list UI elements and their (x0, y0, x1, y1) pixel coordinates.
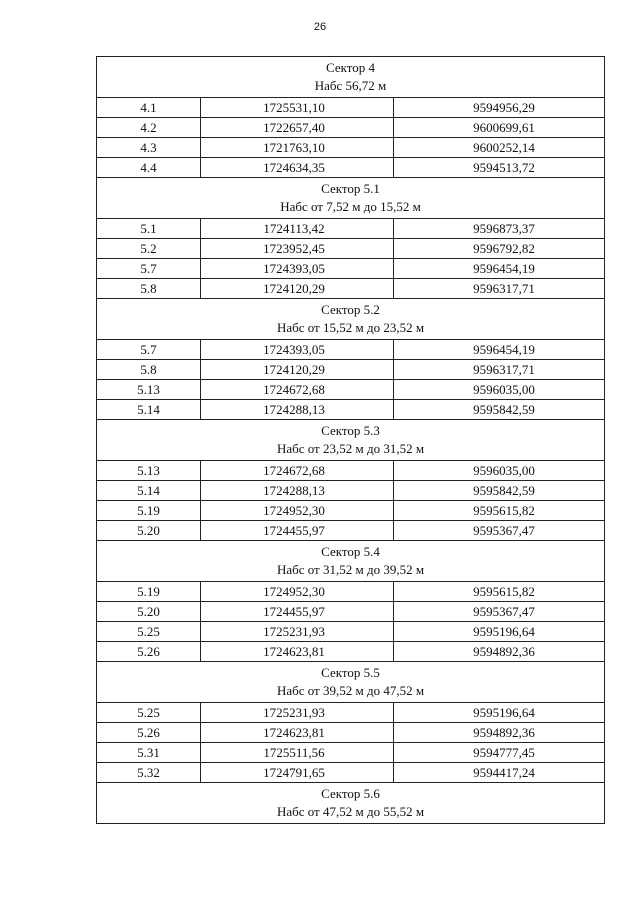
y-coordinate-cell: 9595196,64 (394, 703, 605, 723)
x-coordinate-cell: 1725231,93 (201, 703, 394, 723)
y-coordinate-cell: 9595196,64 (394, 622, 605, 642)
point-number-cell: 5.8 (97, 360, 201, 380)
y-coordinate-cell: 9596454,19 (394, 340, 605, 360)
table-row (97, 380, 605, 400)
y-coordinate-cell: 9596035,00 (394, 461, 605, 481)
point-number-cell: 5.14 (97, 400, 201, 420)
sector-height: Набс от 15,52 м до 23,52 м (276, 320, 425, 335)
sector-header (97, 662, 605, 703)
table-row (97, 461, 605, 481)
y-coordinate-cell: 9594956,29 (394, 98, 605, 118)
x-coordinate-cell: 1724952,30 (201, 501, 394, 521)
coordinates-table-container (96, 56, 604, 824)
point-number-cell: 5.26 (97, 723, 201, 743)
sector-height: Набс от 47,52 м до 55,52 м (276, 804, 425, 819)
y-coordinate-cell: 9600699,61 (394, 118, 605, 138)
x-coordinate-cell: 1724120,29 (201, 360, 394, 380)
sector-title: Сектор 5.2 (321, 302, 380, 317)
table-row (97, 481, 605, 501)
y-coordinate-cell: 9596035,00 (394, 380, 605, 400)
x-coordinate-cell: 1724672,68 (201, 461, 394, 481)
x-coordinate-cell: 1724113,42 (201, 219, 394, 239)
sector-header (97, 57, 605, 98)
y-coordinate-cell: 9595367,47 (394, 521, 605, 541)
table-row (97, 723, 605, 743)
x-coordinate-cell: 1725231,93 (201, 622, 394, 642)
point-number-cell: 5.7 (97, 340, 201, 360)
table-row (97, 622, 605, 642)
x-coordinate-cell: 1722657,40 (201, 118, 394, 138)
x-coordinate-cell: 1724791,65 (201, 763, 394, 783)
point-number-cell: 5.32 (97, 763, 201, 783)
sector-height: Набс 56,72 м (314, 78, 387, 93)
point-number-cell: 5.7 (97, 259, 201, 279)
sector-title: Сектор 5.4 (321, 544, 380, 559)
point-number-cell: 5.13 (97, 380, 201, 400)
point-number-cell: 5.19 (97, 582, 201, 602)
table-row (97, 743, 605, 763)
x-coordinate-cell: 1724288,13 (201, 481, 394, 501)
x-coordinate-cell: 1724120,29 (201, 279, 394, 299)
x-coordinate-cell: 1724393,05 (201, 340, 394, 360)
x-coordinate-cell: 1724393,05 (201, 259, 394, 279)
sector-title: Сектор 5.1 (321, 181, 380, 196)
sector-header (97, 783, 605, 824)
point-number-cell: 4.1 (97, 98, 201, 118)
sector-header-row (97, 662, 605, 703)
table-row (97, 340, 605, 360)
table-row (97, 501, 605, 521)
sector-header (97, 178, 605, 219)
table-row (97, 118, 605, 138)
y-coordinate-cell: 9594417,24 (394, 763, 605, 783)
x-coordinate-cell: 1724455,97 (201, 602, 394, 622)
page-number: 26 (313, 21, 327, 33)
point-number-cell: 5.20 (97, 602, 201, 622)
coordinates-table (96, 56, 605, 824)
sector-header (97, 299, 605, 340)
sector-height: Набс от 31,52 м до 39,52 м (276, 562, 425, 577)
y-coordinate-cell: 9596317,71 (394, 279, 605, 299)
y-coordinate-cell: 9595842,59 (394, 400, 605, 420)
y-coordinate-cell: 9595615,82 (394, 501, 605, 521)
point-number-cell: 4.2 (97, 118, 201, 138)
y-coordinate-cell: 9596792,82 (394, 239, 605, 259)
point-number-cell: 5.26 (97, 642, 201, 662)
y-coordinate-cell: 9595615,82 (394, 582, 605, 602)
point-number-cell: 4.4 (97, 158, 201, 178)
y-coordinate-cell: 9596454,19 (394, 259, 605, 279)
point-number-cell: 5.1 (97, 219, 201, 239)
x-coordinate-cell: 1724952,30 (201, 582, 394, 602)
table-row (97, 602, 605, 622)
table-row (97, 138, 605, 158)
x-coordinate-cell: 1725531,10 (201, 98, 394, 118)
table-row (97, 279, 605, 299)
table-row (97, 400, 605, 420)
x-coordinate-cell: 1723952,45 (201, 239, 394, 259)
table-row (97, 521, 605, 541)
table-row (97, 158, 605, 178)
y-coordinate-cell: 9595842,59 (394, 481, 605, 501)
sector-header-row (97, 57, 605, 98)
point-number-cell: 5.13 (97, 461, 201, 481)
y-coordinate-cell: 9594513,72 (394, 158, 605, 178)
point-number-cell: 5.25 (97, 703, 201, 723)
table-row (97, 239, 605, 259)
y-coordinate-cell: 9595367,47 (394, 602, 605, 622)
point-number-cell: 5.14 (97, 481, 201, 501)
y-coordinate-cell: 9594892,36 (394, 642, 605, 662)
sector-header-row (97, 420, 605, 461)
point-number-cell: 5.25 (97, 622, 201, 642)
x-coordinate-cell: 1724634,35 (201, 158, 394, 178)
table-row (97, 219, 605, 239)
x-coordinate-cell: 1721763,10 (201, 138, 394, 158)
point-number-cell: 5.8 (97, 279, 201, 299)
point-number-cell: 4.3 (97, 138, 201, 158)
point-number-cell: 5.20 (97, 521, 201, 541)
sector-header-row (97, 178, 605, 219)
table-row (97, 642, 605, 662)
sector-header-row (97, 783, 605, 824)
x-coordinate-cell: 1724623,81 (201, 642, 394, 662)
sector-title: Сектор 5.5 (321, 665, 380, 680)
y-coordinate-cell: 9596873,37 (394, 219, 605, 239)
x-coordinate-cell: 1725511,56 (201, 743, 394, 763)
x-coordinate-cell: 1724288,13 (201, 400, 394, 420)
y-coordinate-cell: 9594892,36 (394, 723, 605, 743)
table-row (97, 763, 605, 783)
table-row (97, 360, 605, 380)
table-row (97, 582, 605, 602)
sector-title: Сектор 4 (326, 60, 376, 75)
sector-height: Набс от 7,52 м до 15,52 м (280, 199, 421, 214)
table-row (97, 98, 605, 118)
sector-header-row (97, 541, 605, 582)
sector-title: Сектор 5.6 (321, 786, 380, 801)
point-number-cell: 5.31 (97, 743, 201, 763)
point-number-cell: 5.2 (97, 239, 201, 259)
sector-height: Набс от 23,52 м до 31,52 м (276, 441, 425, 456)
sector-header-row (97, 299, 605, 340)
x-coordinate-cell: 1724672,68 (201, 380, 394, 400)
y-coordinate-cell: 9600252,14 (394, 138, 605, 158)
sector-height: Набс от 39,52 м до 47,52 м (276, 683, 425, 698)
point-number-cell: 5.19 (97, 501, 201, 521)
table-row (97, 259, 605, 279)
y-coordinate-cell: 9594777,45 (394, 743, 605, 763)
x-coordinate-cell: 1724455,97 (201, 521, 394, 541)
sector-title: Сектор 5.3 (321, 423, 380, 438)
x-coordinate-cell: 1724623,81 (201, 723, 394, 743)
sector-header (97, 541, 605, 582)
sector-header (97, 420, 605, 461)
y-coordinate-cell: 9596317,71 (394, 360, 605, 380)
coordinates-table-body (97, 57, 605, 824)
table-row (97, 703, 605, 723)
